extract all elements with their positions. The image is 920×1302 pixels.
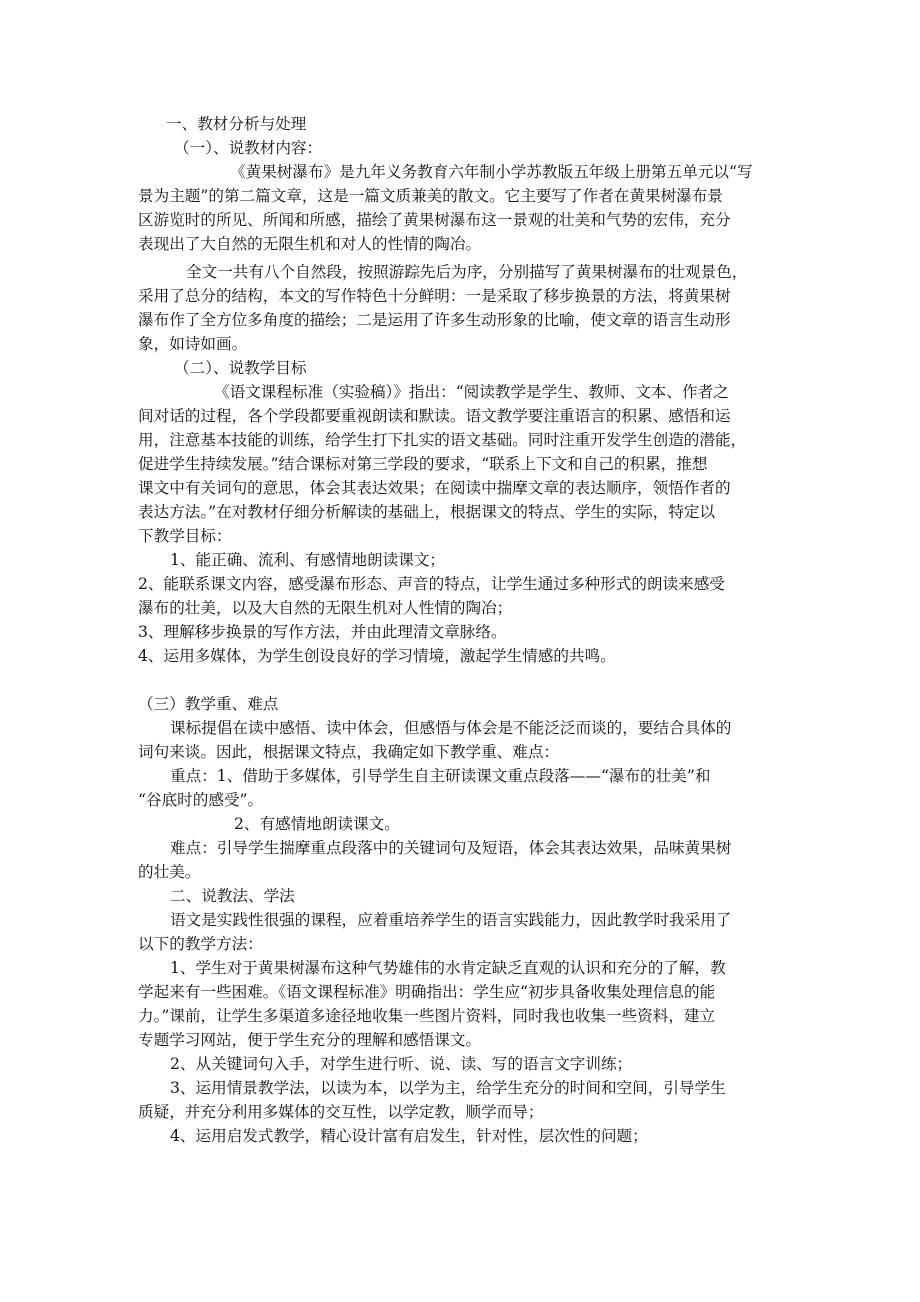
goal-item-2: 2、能联系课文内容，感受瀑布形态、声音的特点，让学生通过多种形式的朗读来感受 <box>138 575 725 593</box>
method-item-3: 3、运用情景教学法，以读为本，以学为主，给学生充分的时间和空间，引导学生 <box>170 1079 726 1097</box>
difficulty-line: 难点：引导学生揣摩重点段落中的关键词句及短语，体会其表达效果，品味黄果树 <box>170 839 732 857</box>
key-point-line: 2、有感情地朗读课文。 <box>234 815 400 833</box>
subheading-3: （三）教学重、难点 <box>138 695 279 713</box>
paragraph-line: 用，注意基本技能的训练，给学生打下扎实的语文基础。同时注重开发学生创造的潜能， <box>138 431 747 449</box>
paragraph-line: 采用了总分的结构，本文的写作特色十分鲜明：一是采取了移步换景的方法，将黄果树 <box>138 287 731 305</box>
paragraph-line: 课标提倡在读中感悟、读中体会，但感悟与体会是不能泛泛而谈的，要结合具体的 <box>170 719 732 737</box>
paragraph-line: “谷底时的感受”。 <box>138 791 264 809</box>
paragraph-line: 力。”课前，让学生多渠道多途径地收集一些图片资料，同时我也收集一些资料，建立 <box>138 1007 716 1025</box>
paragraph-line: 下教学目标： <box>138 527 232 545</box>
paragraph-line: 词句来谈。因此，根据课文特点，我确定如下教学重、难点： <box>138 743 560 761</box>
paragraph-line: 表达方法。”在对教材仔细分析解读的基础上，根据课文的特点、学生的实际，特定以 <box>138 503 716 521</box>
heading-1: 一、教材分析与处理 <box>166 115 307 133</box>
key-point-line: 重点：1、借助于多媒体，引导学生自主研读课文重点段落——“瀑布的壮美”和 <box>170 767 711 785</box>
paragraph-line: 专题学习网站，便于学生充分的理解和感悟课文。 <box>138 1031 482 1049</box>
paragraph-line: 间对话的过程，各个学段都要重视朗读和默读。语文教学要注重语言的积累、感悟和运 <box>138 407 731 425</box>
paragraph-line: 以下的教学方法： <box>138 935 263 953</box>
paragraph-line: 瀑布作了全方位多角度的描绘；二是运用了许多生动形象的比喻，使文章的语言生动形 <box>138 311 731 329</box>
paragraph-line: 景为主题”的第二篇文章，这是一篇文质兼美的散文。它主要写了作者在黄果树瀑布景 <box>138 187 723 205</box>
goal-item-1: 1、能正确、流利、有感情地朗读课文； <box>170 551 446 569</box>
goal-item-4: 4、运用多媒体，为学生创设良好的学习情境，激起学生情感的共鸣。 <box>138 647 616 665</box>
paragraph-line: 学起来有一些困难。《语文课程标准》明确指出：学生应“初步具备收集处理信息的能 <box>138 983 716 1001</box>
paragraph-line: 全文一共有八个自然段，按照游踪先后为序，分别描写了黄果树瀑布的壮观景色， <box>186 263 748 281</box>
paragraph-line: 表现出了大自然的无限生机和对人的性情的陶冶。 <box>138 235 482 253</box>
goal-item-3: 3、理解移步换景的写作方法，并由此理清文章脉络。 <box>138 623 507 641</box>
method-item-4: 4、运用启发式教学，精心设计富有启发生，针对性，层次性的问题； <box>170 1127 648 1145</box>
method-item-1: 1、学生对于黄果树瀑布这种气势雄伟的水肯定缺乏直观的认识和充分的了解，教 <box>170 959 726 977</box>
paragraph-line: 促进学生持续发展。”结合课标对第三学段的要求，“联系上下文和自己的积累，推想 <box>138 455 708 473</box>
subheading-1: （一）、说教材内容： <box>174 139 323 157</box>
paragraph-line: 质疑，并充分利用多媒体的交互性，以学定教，顺学而导； <box>138 1103 544 1121</box>
subheading-2: （二）、说教学目标 <box>174 359 307 377</box>
paragraph-line: 象，如诗如画。 <box>138 335 248 353</box>
paragraph-line: 语文是实践性很强的课程，应着重培养学生的语言实践能力，因此教学时我采用了 <box>170 911 732 929</box>
paragraph-line: 《黄果树瀑布》是九年义务教育六年制小学苏教版五年级上册第五单元以“写 <box>230 163 753 181</box>
paragraph-line: 区游览时的所见、所闻和所感，描绘了黄果树瀑布这一景观的壮美和气势的宏伟，充分 <box>138 211 731 229</box>
paragraph-line: 《语文课程标准（实验稿）》指出：“阅读教学是学生、教师、文本、作者之 <box>214 383 729 401</box>
method-item-2: 2、从关键词句入手，对学生进行听、说、读、写的语言文字训练； <box>170 1055 633 1073</box>
paragraph-line: 瀑布的壮美，以及大自然的无限生机对人性情的陶冶； <box>138 599 513 617</box>
heading-2: 二、说教法、学法 <box>170 887 295 905</box>
paragraph-line: 的壮美。 <box>138 863 201 881</box>
paragraph-line: 课文中有关词句的意思，体会其表达效果；在阅读中揣摩文章的表达顺序，领悟作者的 <box>138 479 731 497</box>
